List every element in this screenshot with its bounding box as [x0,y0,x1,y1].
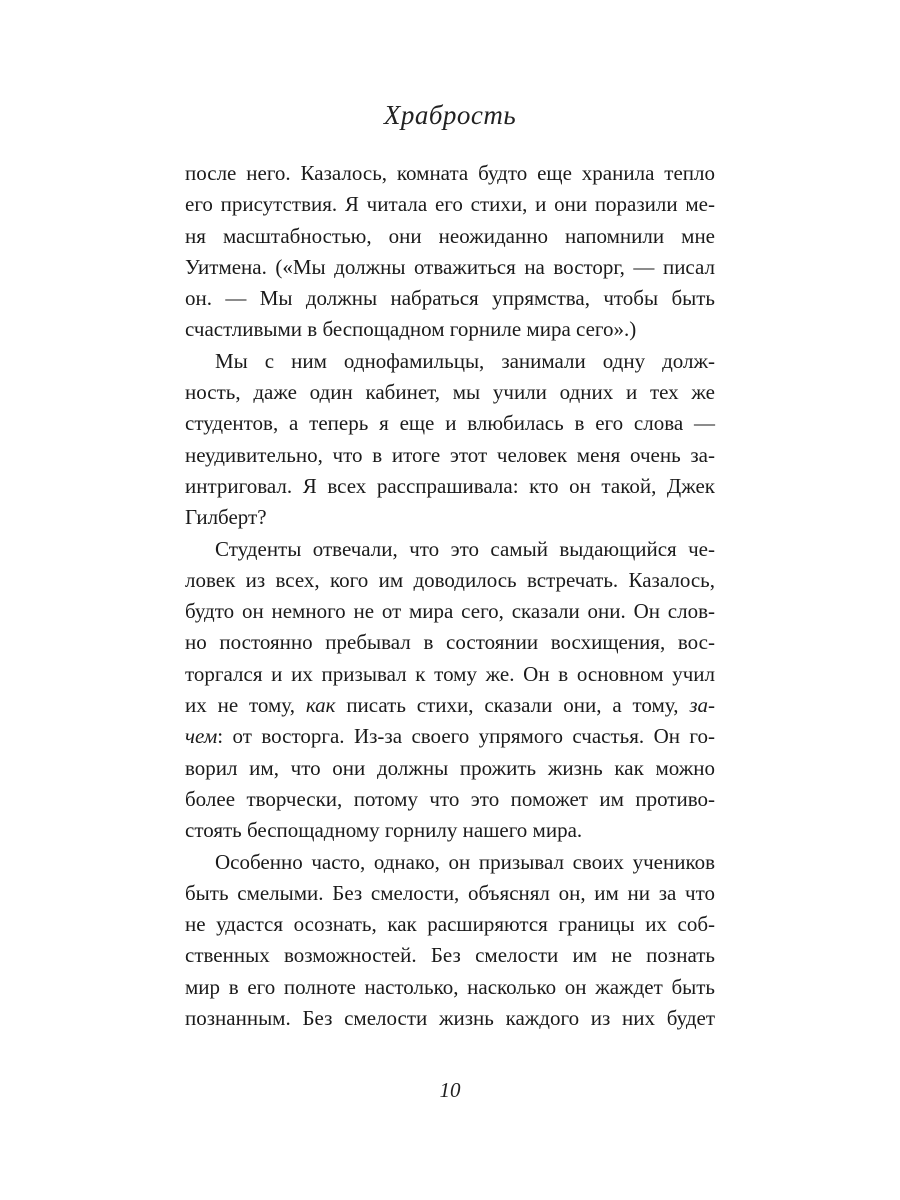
text-line: после него. Казалось, комната будто еще хранила тепло [185,161,715,185]
page-number: 10 [439,1078,461,1102]
text-line: Студенты отвечали, что это самый выдающийся че- [215,536,715,561]
text-line: стоять беспощадному горнилу нашего мира. [185,818,583,843]
italic-word: за- [689,693,715,718]
text-line: интриговал. Я всех расспрашивала: кто он такой, Джек [185,473,715,498]
text-line: Уитмена. («Мы должны отважиться на восторг, — писал [185,254,715,279]
text-line: их не тому, как писать стихи, сказали они, а тому, за- [185,693,715,718]
text-line: ворил им, что они должны прожить жизнь как можно [185,755,715,780]
text-line: ственных возможностей. Без смелости им не познать [185,943,715,968]
text-line: торгался и их призывал к тому же. Он в основном учил [185,661,715,686]
italic-word: чем [185,724,218,749]
text-line: ность, даже один кабинет, мы учили одних и тех же [185,380,715,405]
text-line: познанным. Без смелости жизнь каждого из них будет [185,1006,715,1031]
text-line: неудивительно, что в итоге этот человек меня очень за- [185,442,715,467]
text-line: Гилберт? [185,505,267,530]
text-line: но постоянно пребывал в состоянии восхищения, вос- [185,630,715,655]
text-line: быть смелыми. Без смелости, объяснял он, им ни за что [185,880,715,905]
text-line: не удастся осознать, как расширяются границы их соб- [185,912,715,937]
italic-word: как [305,693,336,718]
text-line: чем: от восторга. Из-за своего упрямого счастья. Он го- [185,724,715,749]
running-head: Храбрость [383,100,517,130]
text-line: более творчески, потому что это поможет им противо- [185,786,715,811]
text-line: студентов, а теперь я еще и влюбилась в его слова — [185,411,715,436]
text-line: Мы с ним однофамильцы, занимали одну долж- [215,348,715,373]
text-line: будто он немного не от мира сего, сказали они. Он слов- [185,599,715,624]
text-line: ловек из всех, кого им доводилось встречать. Казалось, [185,567,715,592]
text-line: его присутствия. Я читала его стихи, и они поразили ме- [185,192,715,217]
body-text [185,158,715,1034]
text-line: ня масштабностью, они неожиданно напомнили мне [185,223,715,248]
text-line: счастливыми в беспощадном горниле мира сего».) [185,317,637,342]
text-line: мир в его полноте настолько, насколько он жаждет быть [185,974,715,999]
text-line: Особенно часто, однако, он призывал своих учеников [215,849,715,874]
text-line: он. — Мы должны набраться упрямства, чтобы быть [185,286,715,311]
